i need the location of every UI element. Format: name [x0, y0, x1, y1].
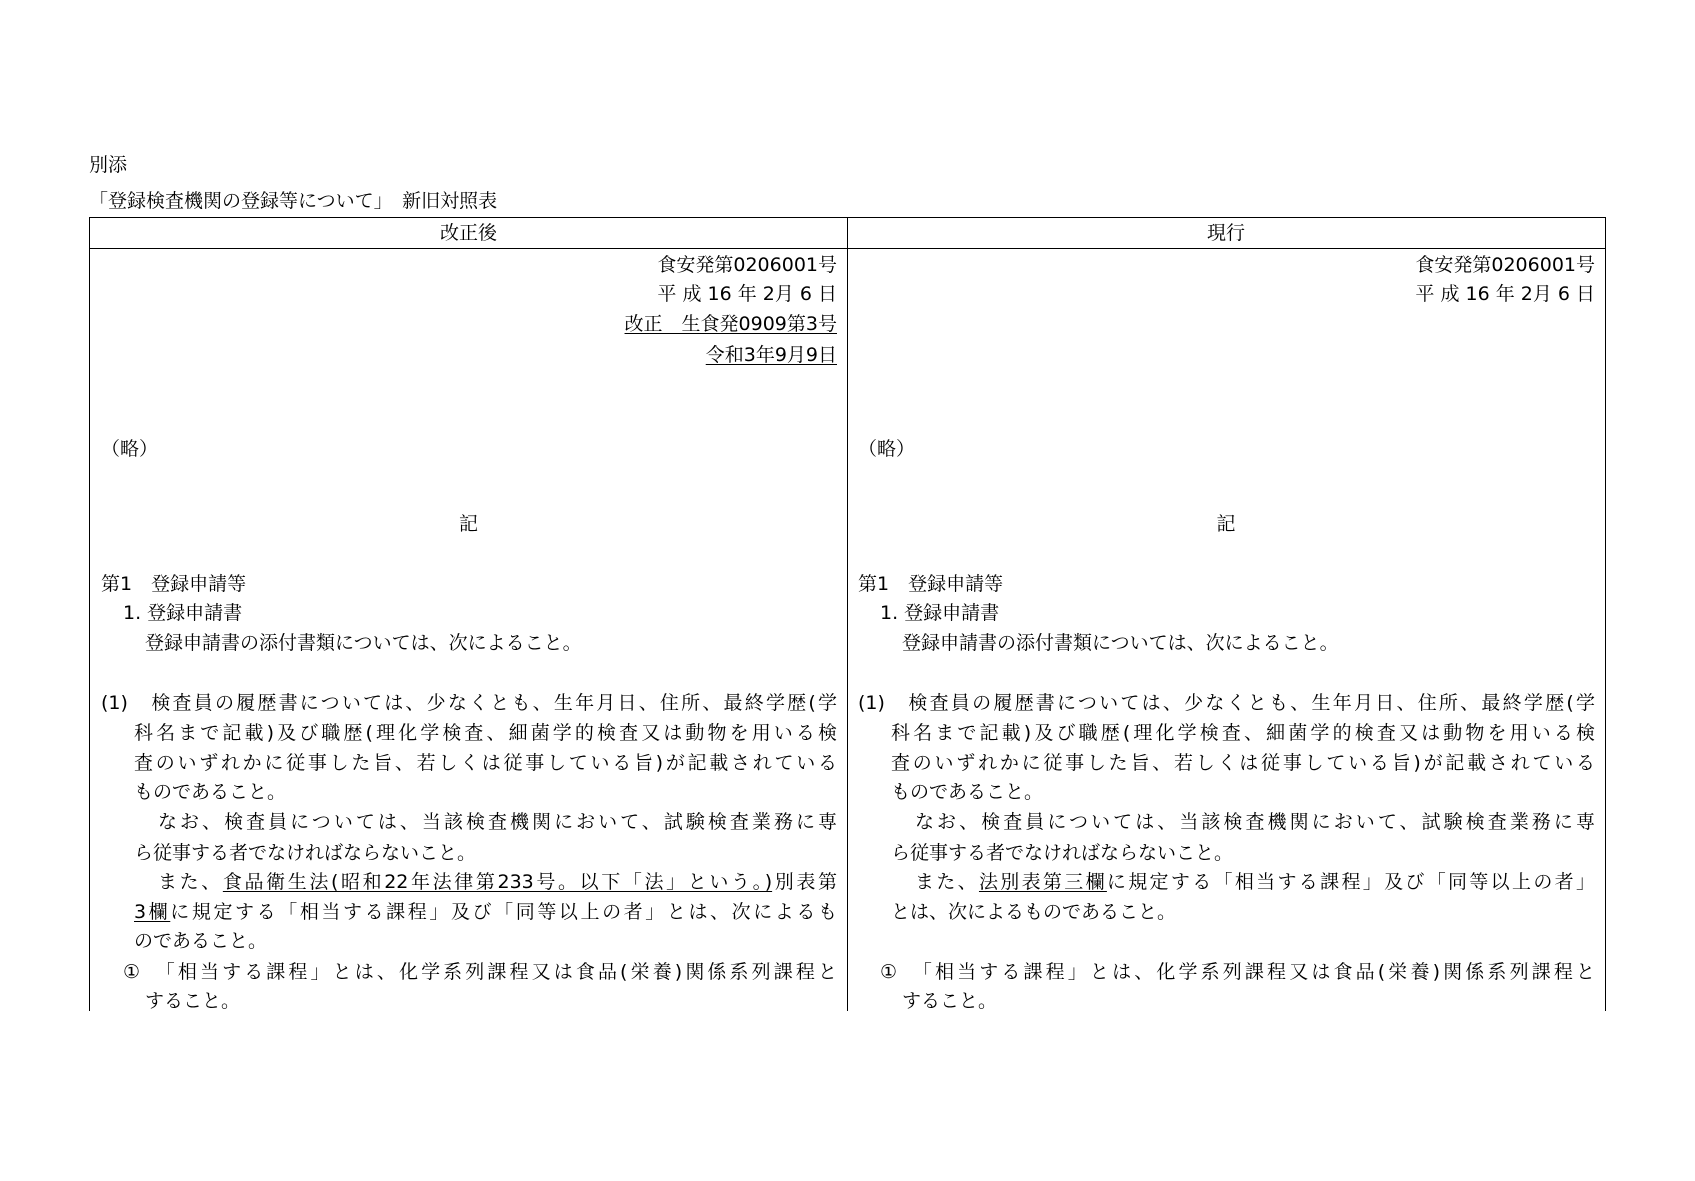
- text-line: [847, 250, 1595, 280]
- text-segment: 食安発第0206001号: [1415, 254, 1595, 276]
- comparison-table: [89, 217, 1606, 1011]
- text-segment: また、: [158, 871, 223, 893]
- text-line: [145, 628, 582, 658]
- text-line: [158, 807, 837, 837]
- text-segment: （略）: [101, 438, 159, 460]
- text-segment: また、: [915, 871, 979, 893]
- attachment-label: 別添: [89, 154, 128, 176]
- text-line: [891, 897, 1176, 927]
- text-line: [915, 807, 1595, 837]
- text-segment: すること。: [145, 990, 241, 1012]
- text-line: [90, 340, 837, 370]
- text-segment: （略）: [858, 438, 916, 460]
- text-line: [134, 838, 476, 868]
- text-line: [134, 777, 286, 807]
- text-segment: 科名まで記載)及び職歴(理化学検査、細菌学的検査又は動物を用いる検: [891, 722, 1595, 744]
- text-segment: 食安発第0206001号: [657, 254, 837, 276]
- column-header-current: 現行: [847, 218, 1605, 249]
- underlined-revision-text: 令和3年9月9日: [705, 344, 837, 366]
- text-segment: ら従事する者でなければならないこと。: [891, 842, 1234, 864]
- text-segment: 第1 登録申請等: [101, 573, 247, 595]
- underlined-revision-text: 食品衛生法(昭和22年法律第233号。以下「法」という。): [222, 871, 773, 893]
- text-line: [123, 957, 837, 987]
- text-segment: すること。: [902, 990, 998, 1012]
- document-title: 「登録検査機関の登録等について」 新旧対照表: [89, 190, 498, 212]
- text-segment: 第1 登録申請等: [858, 573, 1004, 595]
- text-line: [134, 926, 267, 956]
- text-line: [902, 628, 1339, 658]
- text-line: [847, 509, 1605, 539]
- text-line: [90, 279, 837, 309]
- text-line: [891, 777, 1043, 807]
- text-line: [134, 897, 837, 927]
- text-segment: ら従事する者でなければならないこと。: [134, 842, 477, 864]
- text-line: [90, 309, 837, 339]
- text-segment: なお、検査員については、当該検査機関において、試験検査業務に専: [915, 811, 1595, 833]
- text-segment: 平 成 16 年 2月 6 日: [1415, 283, 1595, 305]
- text-segment: 1. 登録申請書: [123, 602, 243, 624]
- underlined-revision-text: 改正 生食発0909第3号: [624, 313, 837, 335]
- text-line: [101, 434, 158, 464]
- text-segment: 記: [1216, 513, 1236, 535]
- column-current: [847, 218, 1605, 1011]
- text-segment: 平 成 16 年 2月 6 日: [657, 283, 837, 305]
- text-line: [880, 957, 1595, 987]
- text-line: [847, 279, 1595, 309]
- text-segment: 別表第: [772, 871, 837, 893]
- text-segment: (1) 検査員の履歴書については、少なくとも、生年月日、住所、最終学歴(学: [858, 692, 1595, 714]
- underlined-revision-text: 3欄: [134, 901, 171, 923]
- text-line: [902, 986, 997, 1016]
- column-header-revised: 改正後: [90, 218, 847, 249]
- text-segment: ものであること。: [891, 781, 1044, 803]
- text-segment: のであること。: [134, 930, 268, 952]
- text-segment: (1) 検査員の履歴書については、少なくとも、生年月日、住所、最終学歴(学: [101, 692, 837, 714]
- text-segment: ① 「相当する課程」とは、化学系列課程又は食品(栄養)関係系列課程と: [123, 961, 837, 983]
- underlined-revision-text: 法別表第三欄: [978, 871, 1107, 893]
- text-segment: に規定する「相当する課程」及び「同等以上の者」: [1106, 871, 1595, 893]
- text-line: [880, 598, 999, 628]
- text-line: [145, 986, 240, 1016]
- text-line: [134, 718, 837, 748]
- text-segment: とは、次によるものであること。: [891, 901, 1177, 923]
- text-segment: なお、検査員については、当該検査機関において、試験検査業務に専: [158, 811, 837, 833]
- text-segment: 査のいずれかに従事した旨、若しくは従事している旨)が記載されている: [134, 752, 837, 774]
- text-segment: 登録申請書の添付書類については、次によること。: [902, 632, 1339, 654]
- text-line: [891, 748, 1595, 778]
- text-line: [858, 688, 1595, 718]
- text-line: [891, 718, 1595, 748]
- text-line: [158, 867, 837, 897]
- text-line: [915, 867, 1595, 897]
- column-revised: [90, 218, 848, 1011]
- text-segment: 記: [458, 513, 478, 535]
- text-segment: 登録申請書の添付書類については、次によること。: [145, 632, 582, 654]
- text-segment: に規定する「相当する課程」及び「同等以上の者」とは、次によるも: [170, 901, 837, 923]
- text-line: [891, 838, 1233, 868]
- text-line: [90, 509, 847, 539]
- text-segment: 査のいずれかに従事した旨、若しくは従事している旨)が記載されている: [891, 752, 1595, 774]
- text-line: [90, 250, 837, 280]
- text-segment: ① 「相当する課程」とは、化学系列課程又は食品(栄養)関係系列課程と: [880, 961, 1595, 983]
- text-line: [123, 598, 242, 628]
- text-line: [101, 688, 837, 718]
- text-segment: 1. 登録申請書: [880, 602, 1000, 624]
- text-line: [858, 569, 1003, 599]
- text-line: [134, 748, 837, 778]
- text-line: [858, 434, 915, 464]
- text-segment: ものであること。: [134, 781, 287, 803]
- text-segment: 科名まで記載)及び職歴(理化学検査、細菌学的検査又は動物を用いる検: [134, 722, 837, 744]
- text-line: [101, 569, 246, 599]
